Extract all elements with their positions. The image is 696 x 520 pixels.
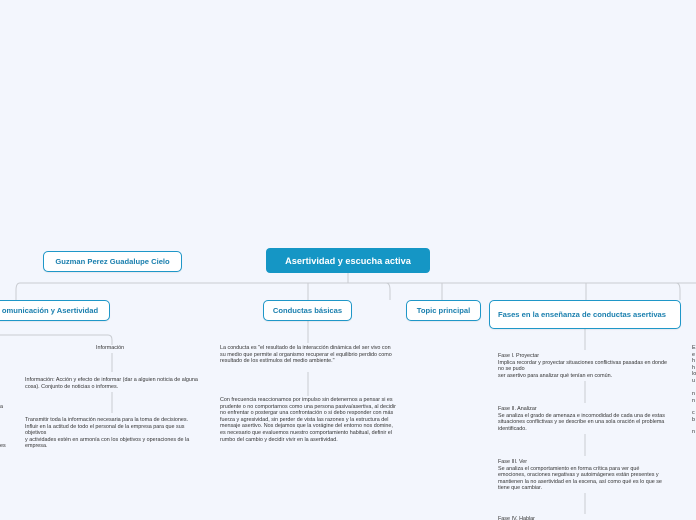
note-right-edge-2: n n: [692, 391, 695, 404]
note-informacion-definicion: Información: Acción y efecto de informar (dar a alguien noticia de alguna cosa). Conjunto de noticias o informes.: [25, 377, 198, 390]
topic-conductas-basicas[interactable]: Conductas básicas: [263, 300, 352, 321]
note-fase-3: Fase III. Ver Se analiza el comportamiento en forma crítica para ver qué emociones, oraciones negativas y autoimágenes están presentes y mantienen la no asertividad en la escena, así como qué es lo que se tiene que cambiar.: [498, 459, 662, 492]
note-edge-fragment-b: es: [0, 443, 6, 449]
topic-principal[interactable]: Topic principal: [406, 300, 481, 321]
topic-comunicacion-asertividad[interactable]: omunicación y Asertividad: [0, 300, 110, 321]
note-right-edge-1: E e h h lo u: [692, 345, 696, 384]
note-fase-1: Fase I. Proyectar Implica recordar y proyectar situaciones conflictivas pasadas en donde no se pudo ser asertivo para analizar qué tenían en común.: [498, 353, 667, 379]
author-topic[interactable]: Guzman Perez Guadalupe Cielo: [43, 251, 182, 272]
root-topic[interactable]: Asertividad y escucha activa: [266, 248, 430, 273]
note-conducta-definicion: La conducta es "el resultado de la interacción dinámica del ser vivo con su medio que permite al organismo recuperar el equilibrio perdido como resultado de los estímulos del medio ambiente.": [220, 345, 392, 365]
note-fase-2: Fase II. Analizar Se analiza el grado de amenaza e incomodidad de cada una de estas situaciones conflictivas y se describe en una sola oración el problema identificado.: [498, 406, 665, 432]
note-right-edge-3: c b: [692, 410, 695, 423]
note-fase-4: Fase IV. Hablar: [498, 516, 535, 520]
note-edge-fragment-a: a: [0, 404, 3, 410]
topic-fases-ensenanza[interactable]: Fases en la enseñanza de conductas asertivas: [489, 300, 681, 329]
note-transmitir-informacion: Transmitir toda la información necesaria para la toma de decisiones. Influir en la actitud de todo el personal de la empresa para que sus objetivos y actividades estén en armonía con los objetivos y operaciones de la empresa.: [25, 417, 190, 450]
note-right-edge-4: n: [692, 429, 695, 435]
note-informacion-title: Información: [96, 345, 125, 351]
note-conducta-reaccion: Con frecuencia reaccionamos por impulso sin detenernos a pensar si es prudente o no comportarnos como una persona pasiva/asertiva, al decidir no enfrentar o postergar una confrontación o si debo responder con más fuerza y agresividad, sin perder de vista las razones y la estructura del mensaje asertivo. Nos dejamos que la vorágine del entorno nos domine, es necesario que evaluemos nuestro comportamiento habitual, definir el rumbo del cambio y decidir vivir en la asertividad.: [220, 397, 396, 443]
